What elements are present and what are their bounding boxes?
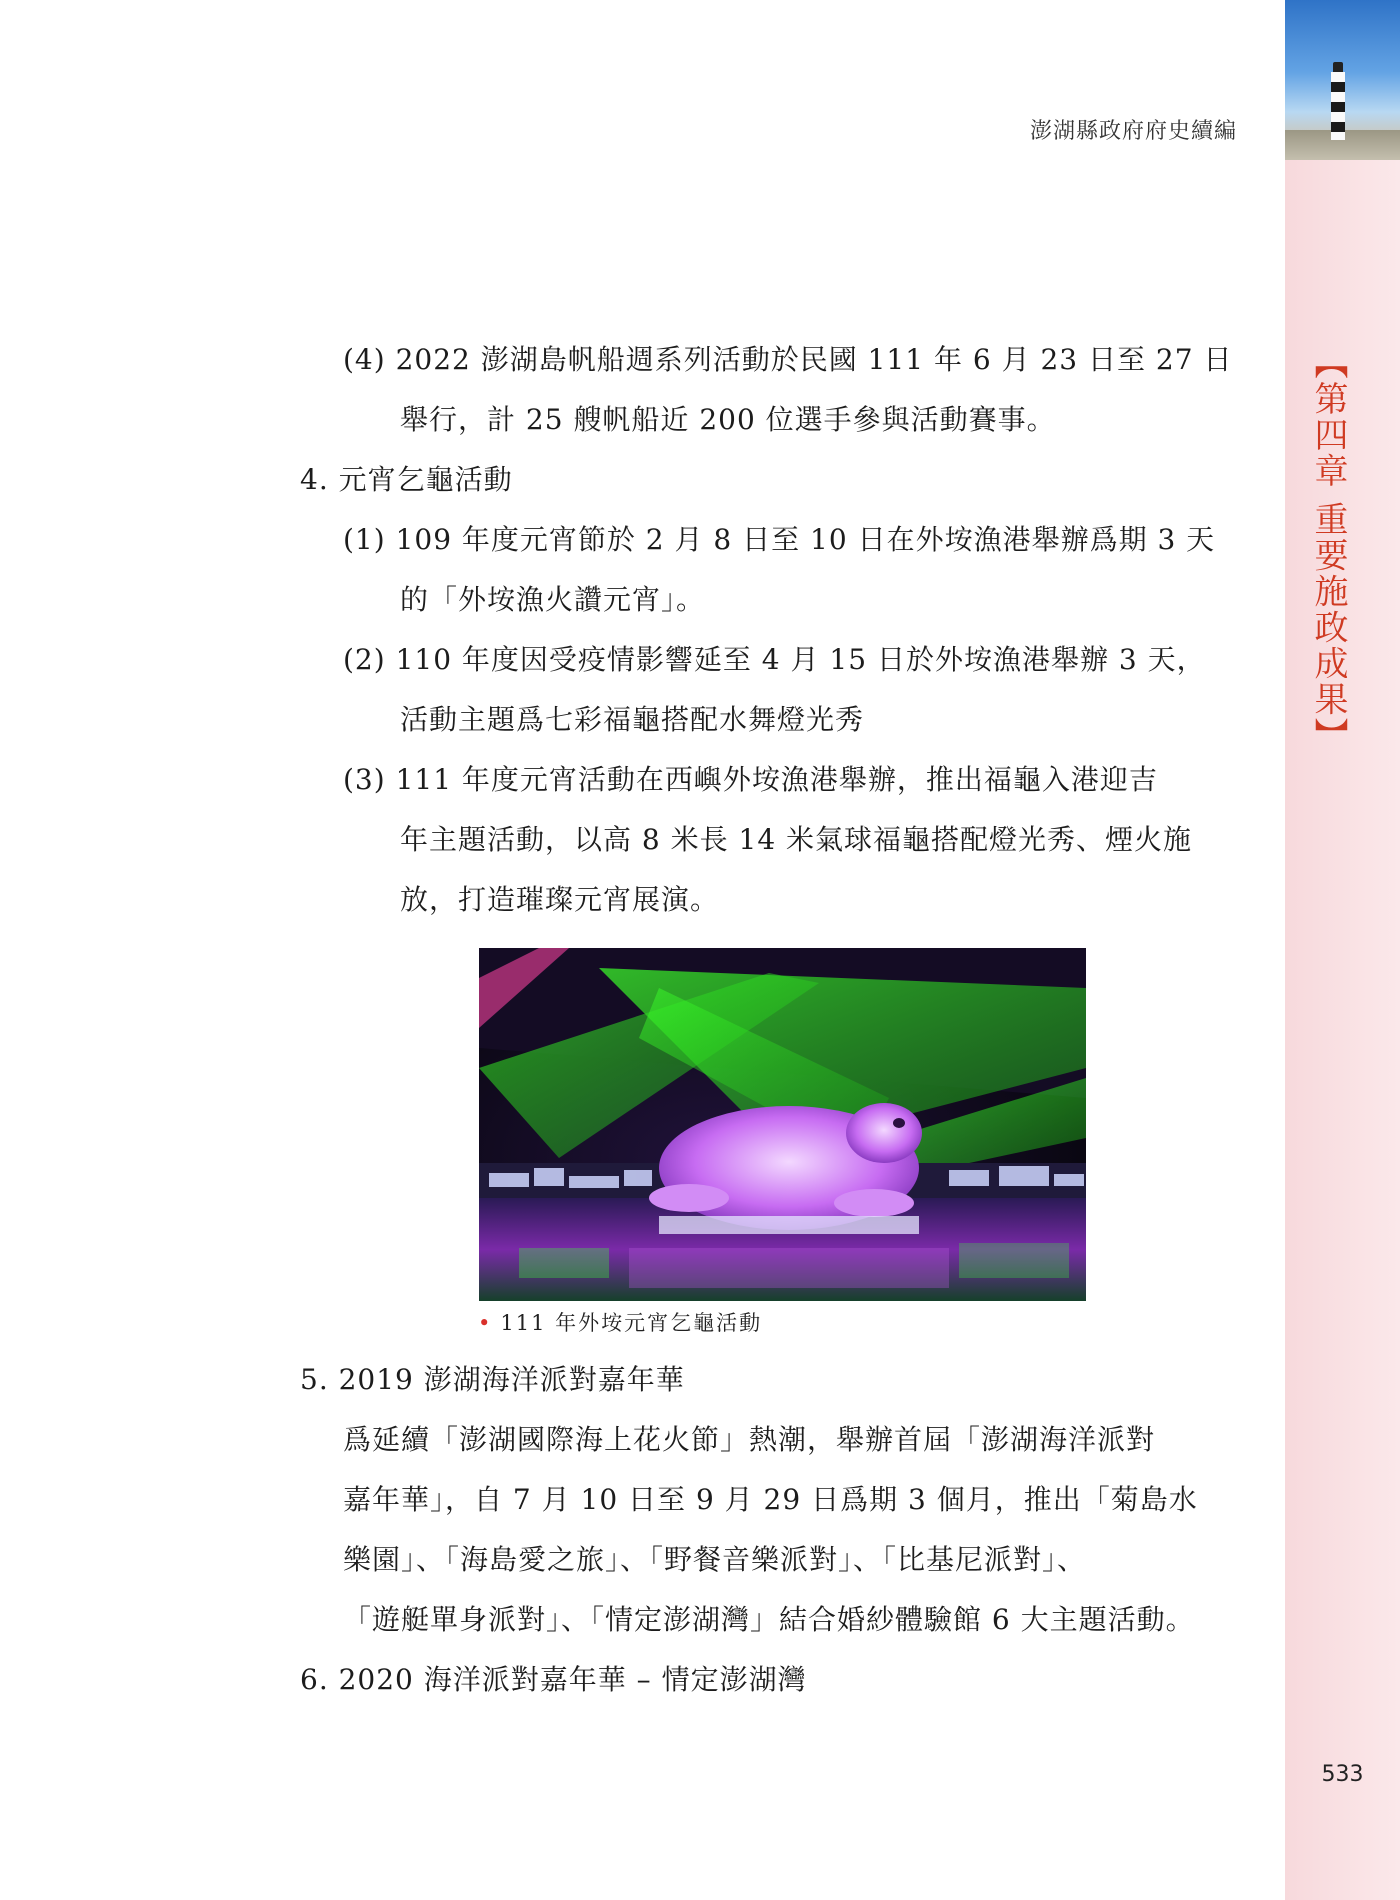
page-number: 533 — [1321, 1762, 1364, 1787]
item-4-2-line-1: (2) 110 年度因受疫情影響延至 4 月 15 日於外垵漁港舉辦 3 天， — [343, 643, 1206, 676]
lighthouse-icon — [1331, 62, 1345, 140]
heading-5: 5. 2019 澎湖海洋派對嘉年華 — [300, 1363, 685, 1396]
item-5-line-1: 爲延續「澎湖國際海上花火節」熱潮，舉辦首屆「澎湖海洋派對 — [343, 1423, 1156, 1456]
turtle-light-show-image — [479, 948, 1086, 1301]
item-4-1-line-1: (1) 109 年度元宵節於 2 月 8 日至 10 日在外垵漁港舉辦爲期 3 天 — [343, 523, 1216, 556]
item-4-3-line-2: 年主題活動，以高 8 米長 14 米氣球福龜搭配燈光秀、煙火施 — [400, 823, 1193, 856]
chapter-label: 【第四章 重要施政成果】 — [1308, 345, 1348, 754]
caption-text: 111 年外垵元宵乞龜活動 — [500, 1311, 763, 1335]
item-4-4-line-2: 舉行，計 25 艘帆船近 200 位選手參與活動賽事。 — [400, 403, 1056, 436]
chapter-sidebar — [1285, 0, 1400, 1900]
heading-4: 4. 元宵乞龜活動 — [300, 463, 513, 496]
heading-6: 6. 2020 海洋派對嘉年華 – 情定澎湖灣 — [300, 1663, 807, 1696]
item-5-line-3: 樂園」、「海島愛之旅」、「野餐音樂派對」、「比基尼派對」、 — [343, 1543, 1087, 1576]
lantern-turtle-photo — [479, 948, 1086, 1301]
item-5-line-2: 嘉年華」，自 7 月 10 日至 9 月 29 日爲期 3 個月，推出「菊島水 — [343, 1483, 1198, 1516]
item-4-2-line-2: 活動主題爲七彩福龜搭配水舞燈光秀 — [400, 703, 865, 736]
photo-caption — [478, 1307, 762, 1337]
book-title: 澎湖縣政府府史續編 — [1029, 119, 1237, 144]
caption-bullet: • — [478, 1311, 493, 1335]
item-4-3-line-1: (3) 111 年度元宵活動在西嶼外垵漁港舉辦，推出福龜入港迎吉 — [343, 763, 1158, 796]
lighthouse-photo — [1285, 0, 1400, 160]
item-5-line-4: 「遊艇單身派對」、「情定澎湖灣」結合婚紗體驗館 6 大主題活動。 — [343, 1603, 1195, 1636]
item-4-3-line-3: 放，打造璀璨元宵展演。 — [400, 883, 720, 916]
item-4-4-line-1: (4) 2022 澎湖島帆船週系列活動於民國 111 年 6 月 23 日至 27 日 — [343, 343, 1233, 376]
item-4-1-line-2: 的「外垵漁火讚元宵」。 — [400, 583, 706, 616]
